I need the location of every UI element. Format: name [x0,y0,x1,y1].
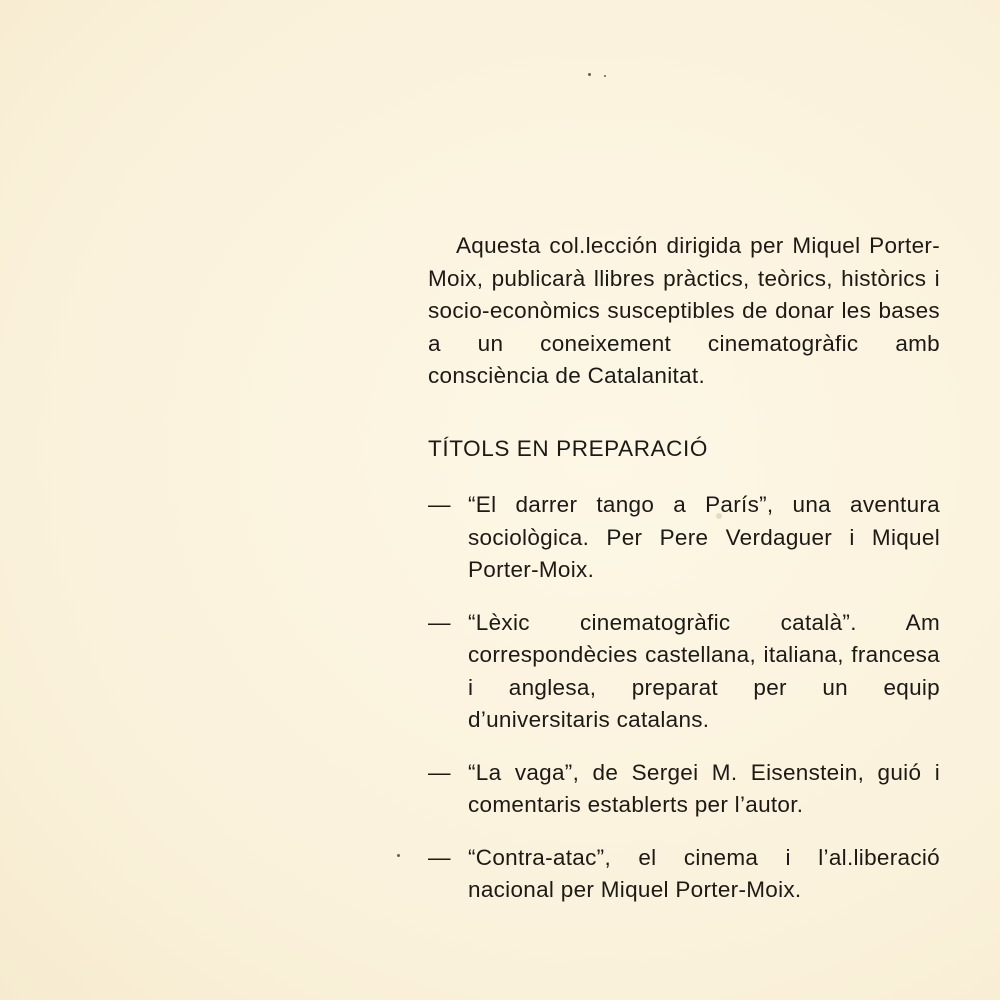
list-item [428,489,940,587]
list-item [428,842,940,907]
text-column [428,230,940,927]
list-dash: — [428,492,451,517]
list-item [428,757,940,822]
title-entry-text: “Lèxic cinematogràfic català”. Am correspondècies castellana, italiana, francesa i anglesa, preparat per un equip d’universitaris catalans. [468,609,940,732]
titles-list [428,489,940,907]
collection-description: Aquesta col.lección dirigida per Miquel Porter-Moix, publicarà llibres pràctics, teòrics, històrics i socio-econòmics susceptibles de donar les bases a un coneixement cinematogràfic amb consciència de Catalanitat. [428,233,940,388]
list-dash: — [428,844,451,870]
list-dash: — [428,609,451,635]
paper-speck [588,73,591,76]
list-dash: — [428,759,451,785]
paper-speck [397,854,400,857]
section-heading: TÍTOLS EN PREPARACIÓ [428,435,708,461]
title-entry-text: “Contra-atac”, el cinema i l’al.liberació nacional per Miquel Porter-Moix. [468,844,940,902]
paper-speck [604,75,606,77]
title-entry-text: “La vaga”, de Sergei M. Eisenstein, guió i comentaris establerts per l’autor. [468,759,940,817]
title-entry-text: “El darrer tango a París”, una aventura sociològica. Per Pere Verdaguer i Miquel Porter-Moix. [468,492,940,582]
list-item [428,607,940,737]
